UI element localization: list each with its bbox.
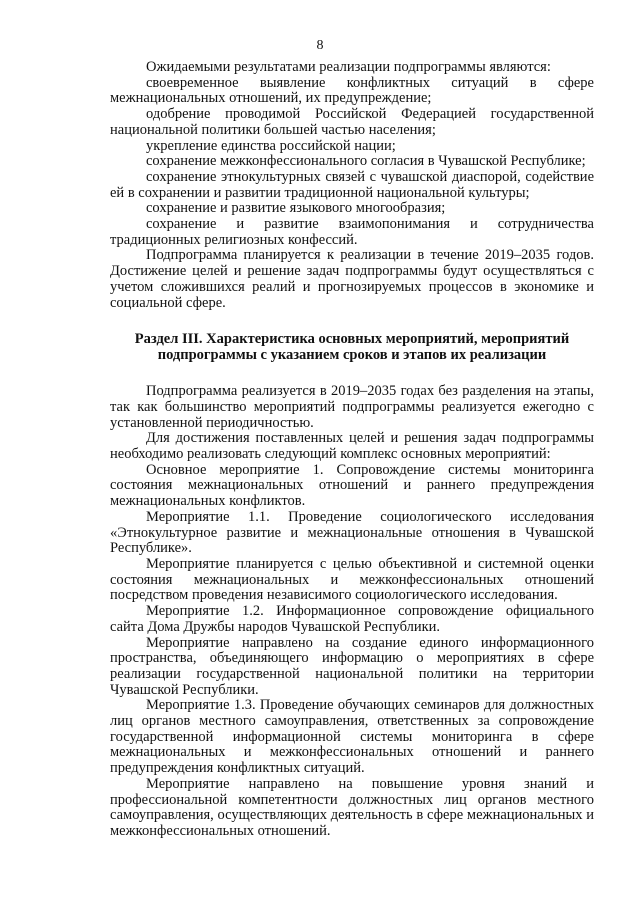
result-item: сохранение межконфессионального согласия в Чувашской Республике; xyxy=(146,153,586,170)
implementation-period-paragraph: Подпрограмма планируется к реализации в течение 2019–2035 годов. Достижение целей и решение задач подпрограммы будут осуществляться с учетом сложившихся реалий и прогнозируемых процессов в экономике и социальной сфере. xyxy=(110,247,594,311)
page-number: 8 xyxy=(316,38,324,53)
activity-paragraph: Мероприятие 1.2. Информационное сопровождение официального сайта Дома Дружбы народов Чувашской Республики. xyxy=(110,603,594,635)
section-heading xyxy=(110,331,594,363)
result-item: сохранение этнокультурных связей с чувашской диаспорой, содействие ей в сохранении и развитии традиционной национальной культуры; xyxy=(110,168,594,201)
section-paragraph: Для достижения поставленных целей и решения задач подпрограммы необходимо реализовать следующий комплекс основных мероприятий: xyxy=(110,430,594,463)
section-paragraph: Подпрограмма реализуется в 2019–2035 годах без разделения на этапы, так как большинство мероприятий подпрограммы реализуется ежегодно с установленной периодичностью. xyxy=(110,383,594,431)
activity-paragraph: Мероприятие 1.1. Проведение социологического исследования «Этнокультурное развитие и межнациональные отношения в Чувашской Республике». xyxy=(110,508,594,557)
result-item: одобрение проводимой Российской Федерацией государственной национальной политики большей частью населения; xyxy=(110,106,594,138)
activity-paragraph: Мероприятие 1.3. Проведение обучающих семинаров для должностных лиц органов местного самоуправления, ответственных за сопровождение государственной информационной системы мониторинга в сфере межнациональных и межконфессиональных отношений и раннего предупреждения конфликтных ситуаций. xyxy=(110,697,594,777)
activity-description: Мероприятие планируется с целью объективной и системной оценки состояния межнациональных и межконфессиональных отношений посредством проведения независимого социологического исследования. xyxy=(110,555,594,604)
activity-description: Мероприятие направлено на создание единого информационного пространства, объединяющего информацию о мероприятиях в сфере реализации государственной национальной политики на территории Чувашской Республики. xyxy=(110,634,594,698)
result-item: своевременное выявление конфликтных ситуаций в сфере межнациональных отношений, их предупреждение; xyxy=(110,74,594,107)
result-item: укрепление единства российской нации; xyxy=(146,137,396,154)
expected-results-intro: Ожидаемыми результатами реализации подпрограммы являются: xyxy=(146,59,551,75)
activity-description: Мероприятие направлено на повышение уровня знаний и профессиональной компетентности должностных лиц органов местного самоуправления, осуществляющих деятельность в сфере межнациональных и межконфессиональных отношений. xyxy=(110,775,594,839)
section-heading-line: подпрограммы с указанием сроков и этапов их реализации xyxy=(157,347,547,364)
result-item: сохранение и развитие взаимопонимания и сотрудничества традиционных религиозных конфессий. xyxy=(110,216,594,248)
result-item: сохранение и развитие языкового многообразия; xyxy=(146,200,446,217)
document-body xyxy=(110,60,594,840)
section-heading-line: Раздел III. Характеристика основных мероприятий, мероприятий xyxy=(134,331,570,348)
main-activity-paragraph: Основное мероприятие 1. Сопровождение системы мониторинга состояния межнациональных отношений и раннего предупреждения межнациональных конфликтов. xyxy=(110,461,594,510)
